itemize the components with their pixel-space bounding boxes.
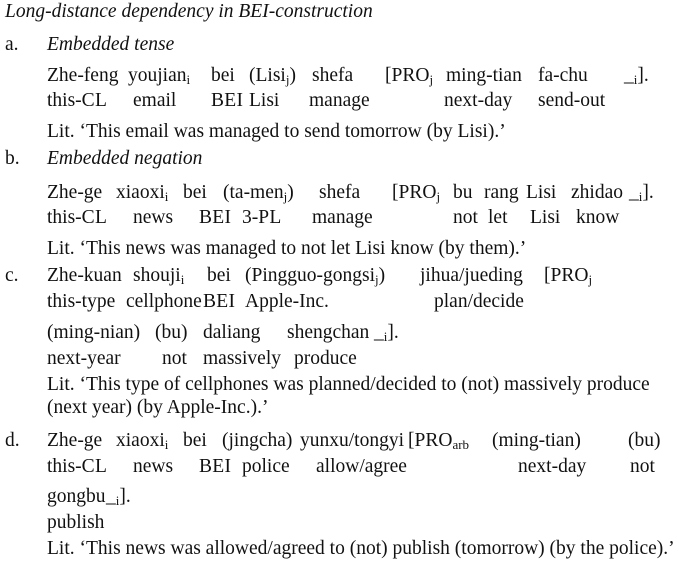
example-heading: Embedded negation [47, 148, 203, 169]
gloss-token: next-year [47, 348, 121, 369]
title-text: Long-distance dependency in BEI-construction [5, 1, 373, 22]
example-heading: Embedded tense [47, 34, 175, 55]
source-token: shouji$_i$ [133, 265, 185, 287]
source-token: [$PRO_j$ [544, 265, 593, 287]
translation: Lit. ‘This email was managed to send tomorrow (by Lisi).’ [47, 121, 506, 142]
source-token: [$PRO_j$ [392, 182, 441, 204]
gloss-token: this-type [47, 291, 116, 312]
gloss-token: BEI [211, 90, 244, 111]
gloss-token: plan/decide [434, 291, 524, 312]
source-token: bei [211, 65, 235, 86]
gloss-token: not [453, 207, 478, 228]
source-token: (bu) [155, 322, 188, 343]
gloss-token: this-CL [47, 207, 108, 228]
source-token: ming-tian [446, 65, 522, 86]
source-token: $\__i$]. [629, 182, 654, 204]
source-token: [$PRO_{arb}$ [408, 430, 470, 452]
source-token: yunxu/tongyi [300, 430, 405, 451]
gloss-token: next-day [444, 90, 513, 111]
example-label: d. [5, 430, 20, 451]
example-label: b. [5, 148, 20, 169]
gloss-token: next-day [518, 456, 587, 477]
translation: Lit. ‘This type of cellphones was planned/decided to (not) massively produce (next year) (by Apple-Inc.).’ [47, 374, 650, 418]
gloss-token: not [630, 456, 655, 477]
gloss-token: news [133, 207, 174, 228]
gloss-token: Lisi [530, 207, 561, 228]
gloss-token: police [242, 456, 290, 477]
source-token: shefa [312, 65, 354, 86]
source-token: (bu) [628, 430, 661, 451]
source-token: xiaoxi$_i$ [116, 182, 169, 204]
gloss-token: not [162, 348, 187, 369]
example-label: c. [5, 265, 19, 286]
gloss-token: Lisi [249, 90, 280, 111]
source-token: gongbu [47, 486, 106, 507]
source-token: Zhe-feng [47, 65, 119, 86]
source-token: bei [183, 430, 207, 451]
source-token: jihua/jueding [420, 265, 523, 286]
gloss-token: news [133, 456, 174, 477]
source-token: youjian$_i$ [128, 65, 191, 87]
translation: Lit. ‘This news was allowed/agreed to (not) publish (tomorrow) (by the police).’ [47, 538, 675, 559]
gloss-token: send-out [538, 90, 606, 111]
source-token: fa-chu [538, 65, 588, 86]
gloss-token: BEI [199, 456, 232, 477]
gloss-token: BEI [199, 207, 232, 228]
source-token: [$PRO_j$ [385, 65, 434, 87]
gloss-token: this-CL [47, 456, 108, 477]
gloss-token: publish [47, 512, 105, 533]
source-token: $\__i$]. [624, 65, 649, 87]
source-token: Zhe-ge [47, 182, 103, 203]
source-token: (jingcha) [222, 430, 293, 451]
source-token: (Pingguo-gongsi$_j$) [245, 265, 386, 287]
source-token: Zhe-ge [47, 430, 103, 451]
translation: Lit. ‘This news was managed to not let Lisi know (by them).’ [47, 238, 527, 259]
gloss-token: cellphone [126, 291, 202, 312]
source-token: Lisi [526, 182, 557, 203]
source-token: (ming-nian) [47, 322, 141, 343]
source-token: bu [453, 182, 473, 203]
source-token: rang [484, 182, 519, 203]
source-token: Zhe-kuan [47, 265, 122, 286]
source-token: shengchan [287, 322, 370, 343]
page-title [5, 0, 373, 23]
source-token: bei [207, 265, 231, 286]
gloss-token: massively [203, 348, 281, 369]
gloss-token: 3-PL [242, 207, 282, 228]
gloss-token: produce [294, 348, 357, 369]
source-token: zhidao [571, 182, 623, 203]
gloss-token: BEI [203, 291, 236, 312]
source-token: bei [183, 182, 207, 203]
gloss-token: manage [312, 207, 373, 228]
source-token: daliang [203, 322, 261, 343]
source-token: $\__i$]. [106, 486, 131, 508]
source-token: shefa [319, 182, 361, 203]
gloss-token: email [133, 90, 177, 111]
gloss-token: know [576, 207, 620, 228]
gloss-token: let [488, 207, 508, 228]
gloss-token: Apple-Inc. [245, 291, 329, 312]
source-token: (ming-tian) [492, 430, 581, 451]
source-token: (Lisi$_j$) [249, 65, 296, 87]
gloss-token: allow/agree [316, 456, 407, 477]
gloss-token: manage [309, 90, 370, 111]
gloss-token: this-CL [47, 90, 108, 111]
source-token: $\__i$]. [374, 322, 399, 344]
example-label: a. [5, 34, 19, 55]
source-token: xiaoxi$_i$ [116, 430, 169, 452]
source-token: (ta-men$_j$) [223, 182, 294, 204]
